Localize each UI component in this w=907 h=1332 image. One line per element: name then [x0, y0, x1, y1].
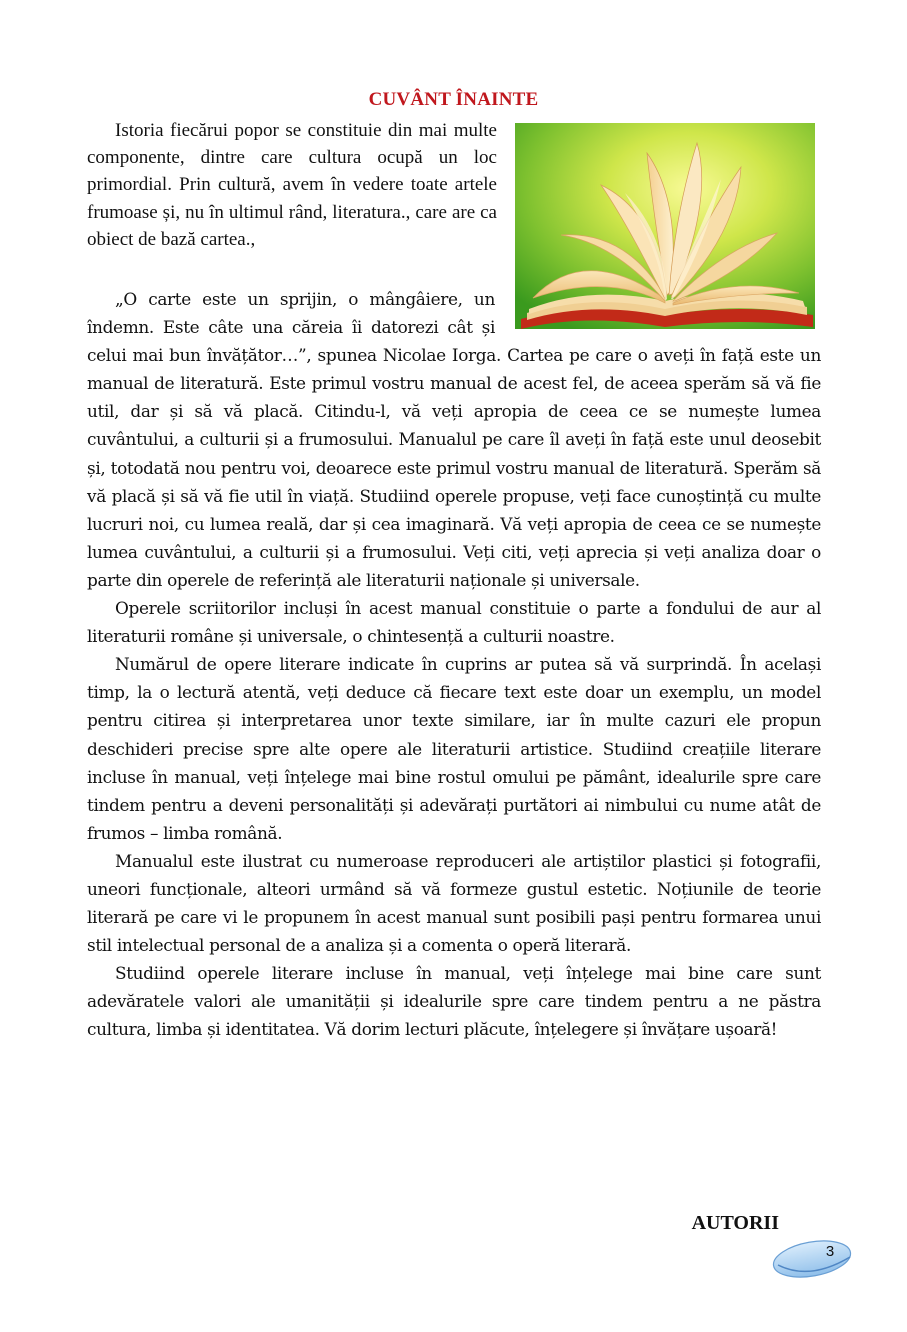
- body-text: [87, 285, 821, 1044]
- intro-text: [87, 117, 497, 253]
- body-paragraph: „O carte este un sprijin, o mângâiere, un îndemn. Este câte una căreia îi datorezi cât și celui mai bun învățător…”, spunea Nicolae Iorga. Cartea pe care o aveți în față este un manual de literatură. Este primul vostru manual de acest fel, de aceea sperăm să vă fie util, dar și să vă placă. Citindu-l, vă veți apropia de ceea ce se numește lumea cuvântului, a culturii și a frumosului. Manualul pe care îl aveți în față este unul deosebit și, totodată nou pentru voi, deoarece este primul vostru manual de literatură. Sperăm să vă placă și să vă fie util în viață. Studiind operele propuse, veți face cunoștință cu multe lucruri noi, cu lumea reală, dar și cea imaginară. Vă veți apropia de ceea ce se numește lumea cuvântului, a culturii și a frumosului. Veți citi, veți aprecia și veți analiza doar o parte din operele de referință ale literaturii naționale și universale.: [87, 289, 821, 590]
- body-paragraph: Operele scriitorilor incluși în acest manual constituie o parte a fondului de aur al literaturii române și universale, o chintesență a culturii noastre.: [87, 598, 821, 647]
- body-paragraph: Numărul de opere literare indicate în cuprins ar putea să vă surprindă. În același timp, la o lectură atentă, veți deduce că fiecare text este doar un exemplu, un model pentru citirea și interpretarea unor texte similare, iar în multe cazuri ele propun deschideri precise spre alte opere ale literaturii artistice. Studiind creațiile literare incluse în manual, veți înțelege mai bine rostul omului pe pământ, idealurile spre care tindem pentru a deveni personalități și adevărați purtători ai nimbului cu nume atât de frumos – limba română.: [87, 654, 821, 843]
- intro-paragraph: Istoria fiecărui popor se constituie din mai multe componente, dintre care cultura ocupă un loc primordial. Prin cultură, avem în vedere toate artele frumoase și, nu în ultimul rând, literatura., care are ca obiect de bază cartea.,: [87, 120, 497, 250]
- body-paragraph: Manualul este ilustrat cu numeroase reproduceri ale artiștilor plastici și fotografii, uneori funcționale, alteori urmând să vă formeze gustul estetic. Noțiunile de teorie literară pe care vi le propunem în acest manual sunt posibili pași pentru formarea unui stil intelectual personal de a analiza și a comenta o operă literară.: [87, 850, 821, 956]
- body-paragraph: Studiind operele literare incluse în manual, veți înțelege mai bine care sunt adevăratele valori ale umanității și idealurile spre care tindem pentru a ne păstra cultura, limba și identitatea. Vă dorim lecturi plăcute, înțelegere și învățare ușoară!: [87, 963, 821, 1040]
- page-number: 3: [825, 1243, 835, 1260]
- page-number-badge: [770, 1235, 856, 1283]
- image-wrap-spacer: [495, 285, 821, 333]
- page-title: CUVÂNT ÎNAINTE: [368, 89, 539, 110]
- authors-signature: AUTORII: [691, 1212, 779, 1234]
